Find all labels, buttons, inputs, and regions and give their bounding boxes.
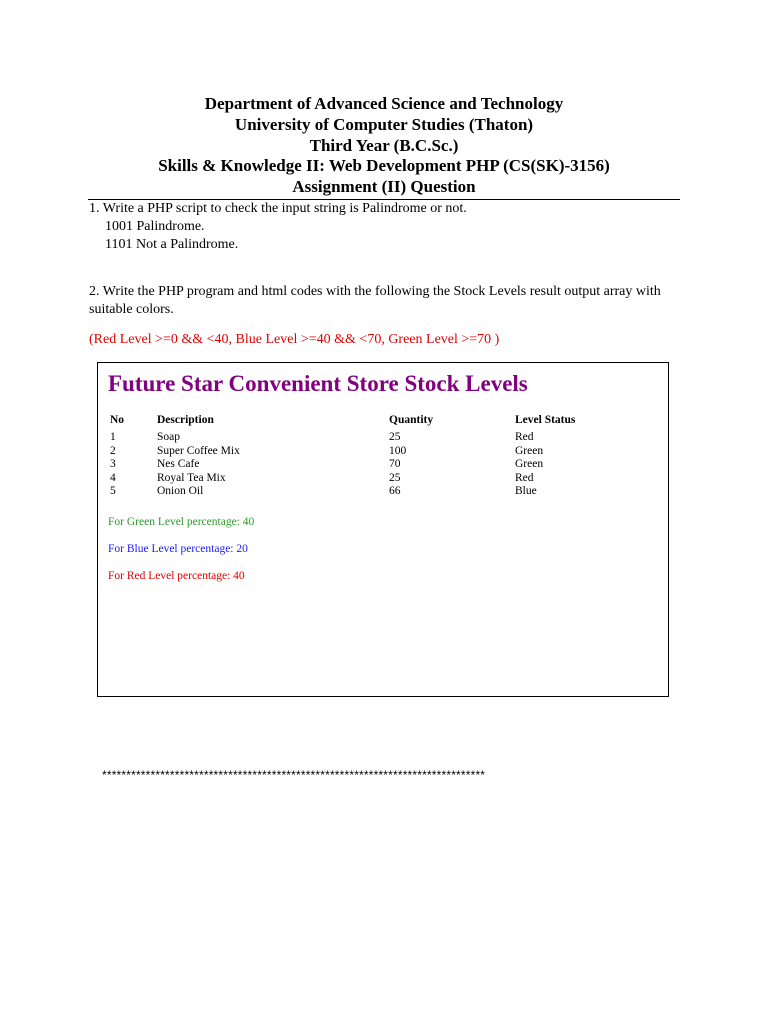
header-no: No [110, 414, 125, 426]
cell-no: 4 [110, 471, 116, 484]
red-level-percentage: For Red Level percentage: 40 [108, 570, 245, 582]
cell-no: 5 [110, 485, 116, 498]
question-2-level-note: (Red Level >=0 && <40, Blue Level >=40 && <70, Green Level >=70 ) [89, 332, 500, 347]
table-row [110, 485, 615, 499]
cell-level: Green [515, 444, 544, 457]
cell-quantity: 70 [389, 458, 401, 471]
cell-description: Super Coffee Mix [157, 444, 240, 457]
cell-no: 1 [110, 431, 116, 443]
table-row [110, 472, 615, 486]
table-header-row [110, 414, 615, 428]
header-quantity: Quantity [389, 414, 434, 426]
university-title: University of Computer Studies (Thaton) [234, 114, 534, 134]
cell-no: 3 [110, 458, 116, 471]
cell-level: Blue [515, 485, 537, 498]
table-row [110, 431, 615, 445]
footer-separator: ******************************************************************************* [102, 768, 486, 782]
course-title: Skills & Knowledge II: Web Development PHP (CS(SK)-3156) [158, 156, 610, 176]
cell-quantity: 100 [389, 444, 407, 457]
assignment-title: Assignment (II) Question [292, 177, 476, 197]
cell-level: Green [515, 458, 544, 471]
sample-output-box [97, 362, 669, 697]
question-2-text: 2. Write the PHP program and html codes with the following the Stock Levels result output array with suitable colors. [89, 284, 661, 317]
header-level-status: Level Status [515, 414, 576, 426]
cell-no: 2 [110, 444, 116, 457]
stock-table [110, 414, 615, 499]
question-1-text: 1. Write a PHP script to check the input string is Palindrome or not. [89, 201, 467, 216]
cell-quantity: 25 [389, 471, 401, 484]
cell-description: Soap [157, 431, 180, 443]
table-row [110, 445, 615, 459]
green-level-percentage: For Green Level percentage: 40 [108, 516, 255, 528]
year-title: Third Year (B.C.Sc.) [309, 135, 459, 155]
header-description: Description [157, 414, 214, 426]
cell-level: Red [515, 431, 534, 443]
question-1-example-2: 1101 Not a Palindrome. [105, 237, 239, 252]
question-1 [89, 200, 467, 254]
blue-level-percentage: For Blue Level percentage: 20 [108, 543, 248, 555]
department-title: Department of Advanced Science and Technology [204, 94, 564, 113]
table-row [110, 458, 615, 472]
cell-description: Royal Tea Mix [157, 471, 226, 484]
document-header [88, 94, 680, 198]
sample-title: Future Star Convenient Store Stock Levels [108, 371, 528, 396]
cell-level: Red [515, 471, 534, 484]
cell-quantity: 66 [389, 485, 401, 498]
cell-quantity: 25 [389, 431, 401, 443]
cell-description: Nes Cafe [157, 458, 200, 471]
cell-description: Onion Oil [157, 485, 204, 498]
question-1-example-1: 1001 Palindrome. [105, 219, 205, 234]
